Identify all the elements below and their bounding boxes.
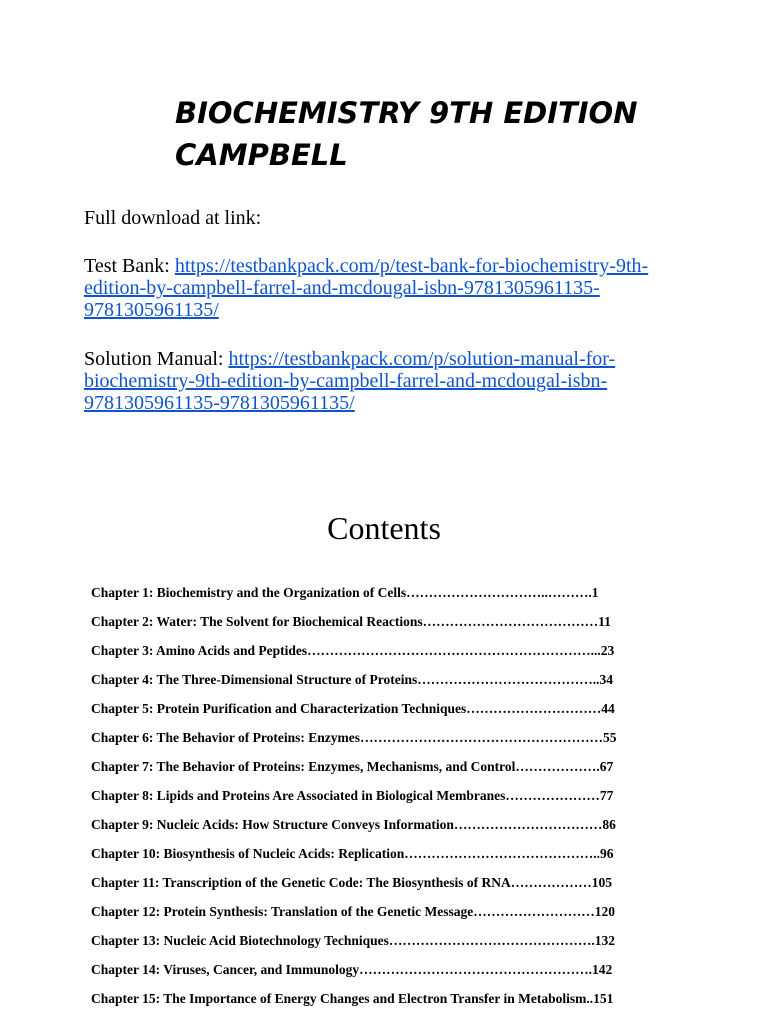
test-bank-label: Test Bank:	[84, 255, 175, 277]
toc-entry: Chapter 7: The Behavior of Proteins: Enzymes, Mechanisms, and Control……………….67	[91, 759, 614, 774]
test-bank-paragraph	[84, 255, 684, 321]
toc-entry: Chapter 1: Biochemistry and the Organization of Cells…………………………..……….1	[91, 585, 599, 600]
toc-entry: Chapter 2: Water: The Solvent for Biochemical Reactions…………………………………11	[91, 614, 611, 629]
toc-entry: Chapter 4: The Three-Dimensional Structure of Proteins…………………………………..34	[91, 672, 613, 687]
document-title: BIOCHEMISTRY 9TH EDITION CAMPBELL	[175, 96, 638, 172]
toc-entry: Chapter 10: Biosynthesis of Nucleic Acids: Replication……………………………………..96	[91, 846, 614, 861]
toc-entry: Chapter 15: The Importance of Energy Changes and Electron Transfer in Metabolism..151	[91, 991, 614, 1006]
toc-entry: Chapter 6: The Behavior of Proteins: Enzymes………………………………………………55	[91, 730, 617, 745]
toc-entry: Chapter 11: Transcription of the Genetic Code: The Biosynthesis of RNA………………105	[91, 875, 613, 890]
contents-heading: Contents	[327, 510, 441, 546]
table-of-contents	[91, 578, 691, 1013]
solution-manual-label: Solution Manual:	[84, 348, 229, 370]
toc-entry: Chapter 9: Nucleic Acids: How Structure Conveys Information……………………………86	[91, 817, 616, 832]
toc-entry: Chapter 14: Viruses, Cancer, and Immunology…………………………………………….142	[91, 962, 613, 977]
toc-entry: Chapter 5: Protein Purification and Characterization Techniques…………………………44	[91, 701, 615, 716]
solution-manual-link[interactable]: https://testbankpack.com/p/solution-manual-for-biochemistry-9th-edition-by-campbell-farrel-and-mcdougal-isbn-9781305961135-9781305961135/	[84, 348, 616, 414]
toc-entry: Chapter 3: Amino Acids and Peptides………………………………………………………...23	[91, 643, 615, 658]
toc-entry: Chapter 12: Protein Synthesis: Translation of the Genetic Message………………………120	[91, 904, 615, 919]
toc-entry: Chapter 13: Nucleic Acid Biotechnology Techniques……………………………………….132	[91, 933, 616, 948]
test-bank-link[interactable]: https://testbankpack.com/p/test-bank-for-biochemistry-9th-edition-by-campbell-farrel-and-mcdougal-isbn-9781305961135-9781305961135/	[84, 255, 649, 321]
toc-entry: Chapter 8: Lipids and Proteins Are Associated in Biological Membranes…………………77	[91, 788, 614, 803]
solution-manual-paragraph	[84, 348, 684, 414]
download-intro: Full download at link:	[84, 207, 262, 229]
